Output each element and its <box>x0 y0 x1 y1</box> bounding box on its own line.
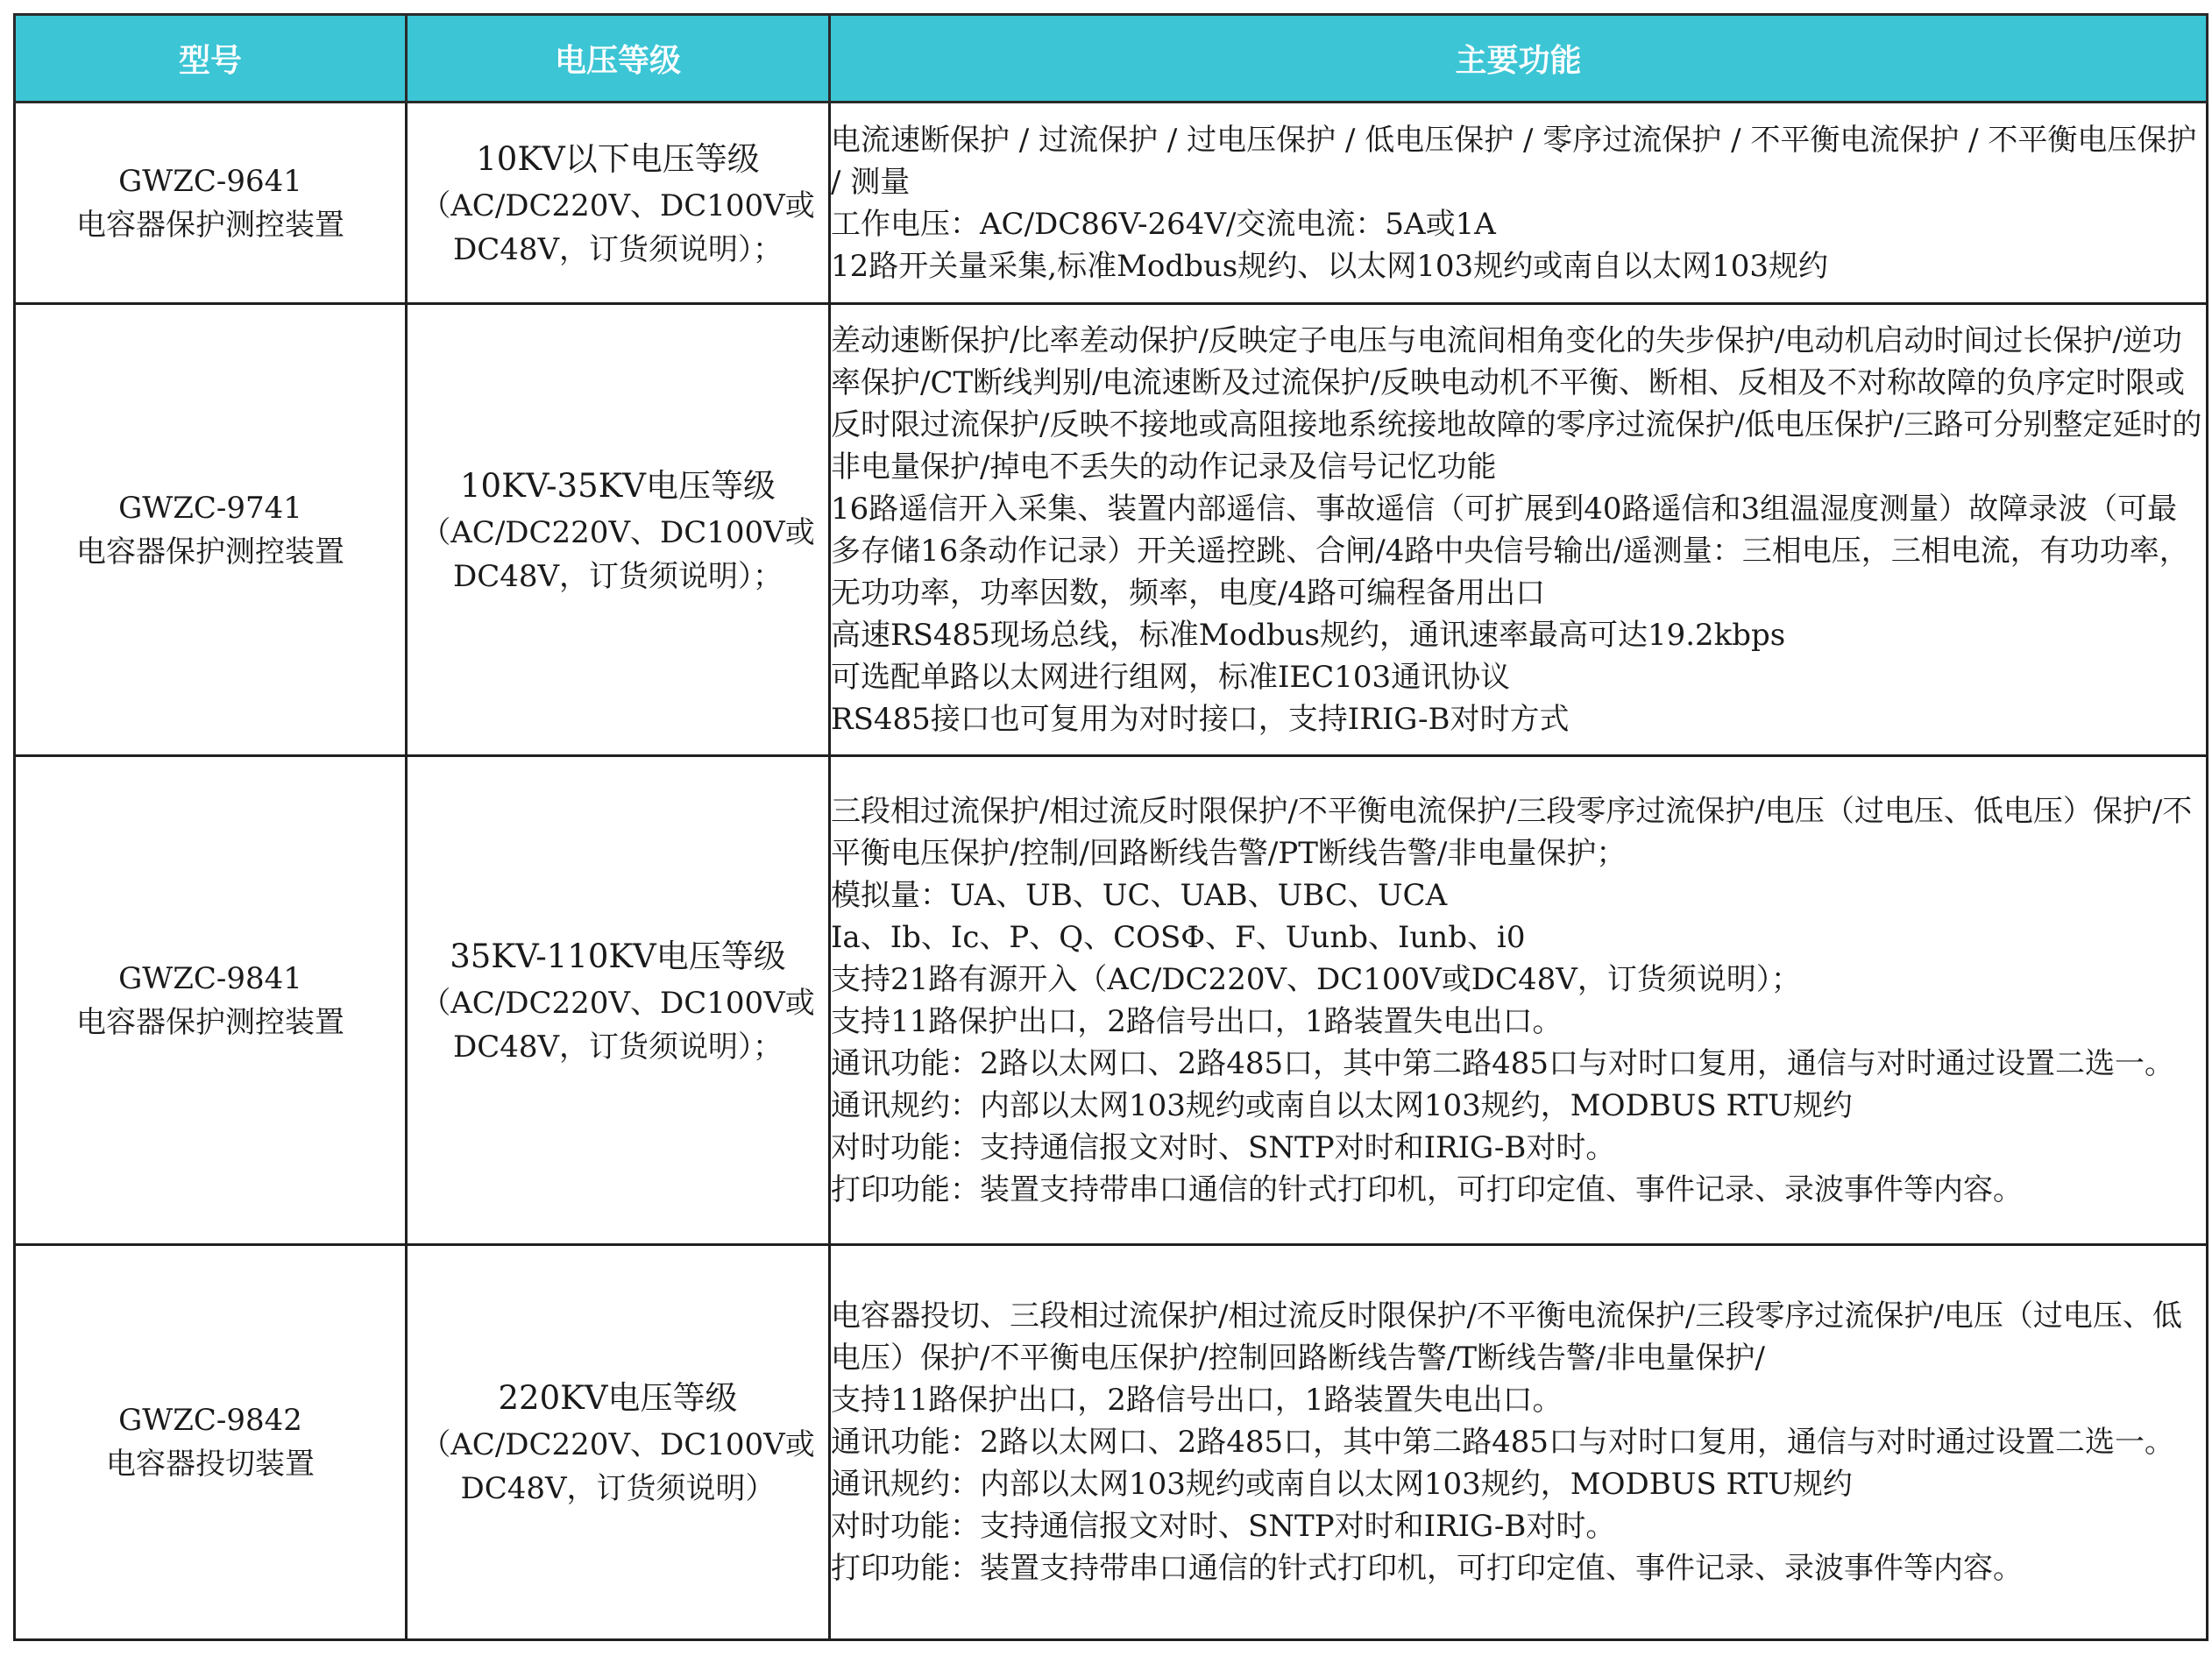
table-row <box>15 103 2208 304</box>
voltage-cell <box>407 756 830 1245</box>
functions-cell <box>830 304 2208 756</box>
function-line: 电流速断保护 / 过流保护 / 过电压保护 / 低电压保护 / 零序过流保护 / 不平衡电流保护 / 不平衡电压保护 / 测量 <box>831 122 2197 200</box>
function-line: 三段相过流保护/相过流反时限保护/不平衡电流保护/三段零序过流保护/电压（过电压、低电压）保护/不平衡电压保护/控制/回路断线告警/PT断线告警/非电量保护； <box>831 793 2193 871</box>
function-line: 支持21路有源开入（AC/DC220V、DC100V或DC48V，订货须说明）； <box>831 961 1801 997</box>
function-line: Ia、Ib、Ic、P、Q、COSΦ、F、Uunb、Iunb、i0 <box>831 919 1526 955</box>
voltage-level: 35KV-110KV电压等级 <box>450 937 786 975</box>
model-cell <box>15 103 407 304</box>
header-model: 型号 <box>15 15 407 103</box>
model-name: 电容器保护测控装置 <box>76 1004 344 1040</box>
model-code: GWZC-9741 <box>118 490 302 526</box>
voltage-level: 220KV电压等级 <box>498 1379 738 1417</box>
model-name: 电容器保护测控装置 <box>76 534 344 570</box>
table-row <box>15 304 2208 756</box>
function-line: 通讯功能：2路以太网口、2路485口，其中第二路485口与对时口复用，通信与对时通过设置二选一。 <box>831 1045 2175 1081</box>
spec-table <box>13 13 2208 1641</box>
model-code: GWZC-9842 <box>118 1403 302 1438</box>
model-code: GWZC-9641 <box>118 163 302 199</box>
voltage-note: （AC/DC220V、DC100V或DC48V，订货须说明）； <box>421 985 815 1065</box>
function-line: 打印功能：装置支持带串口通信的针式打印机，可打印定值、事件记录、录波事件等内容。 <box>831 1551 2023 1586</box>
model-name: 电容器投切装置 <box>106 1447 315 1482</box>
header-functions: 主要功能 <box>830 15 2208 103</box>
function-line: 可选配单路以太网进行组网，标准IEC103通讯协议 <box>831 659 1511 695</box>
header-row <box>15 15 2208 103</box>
function-line: 对时功能：支持通信报文对时、SNTP对时和IRIG-B对时。 <box>831 1129 1616 1165</box>
voltage-note: （AC/DC220V、DC100V或DC48V，订货须说明）； <box>421 188 815 267</box>
function-line: 通讯功能：2路以太网口、2路485口，其中第二路485口与对时口复用，通信与对时通过设置二选一。 <box>831 1425 2175 1460</box>
model-name: 电容器保护测控装置 <box>76 207 344 243</box>
function-line: 差动速断保护/比率差动保护/反映定子电压与电流间相角变化的失步保护/电动机启动时间过长保护/逆功率保护/CT断线判别/电流速断及过流保护/反映电动机不平衡、断相、反相及不对称故障的负序定时限或反时限过流保护/反映不接地或高阻接地系统接地故障的零序过流保护/低电压保护/三路可分别整定延时的非电量保护/掉电不丢失的动作记录及信号记忆功能 <box>831 322 2202 485</box>
function-line: 支持11路保护出口，2路信号出口，1路装置失电出口。 <box>831 1003 1563 1039</box>
voltage-level: 10KV-35KV电压等级 <box>460 466 776 505</box>
function-line: 通讯规约：内部以太网103规约或南自以太网103规约，MODBUS RTU规约 <box>831 1467 1853 1502</box>
function-line: 16路遥信开入采集、装置内部遥信、事故遥信（可扩展到40路遥信和3组温湿度测量）故障录波（可最多存储16条动作记录）开关遥控跳、合闸/4路中央信号输出/遥测量：三相电压，三相电流，有功功率，无功功率，功率因数，频率，电度/4路可编程备用出口 <box>831 491 2189 611</box>
model-cell <box>15 1245 407 1640</box>
functions-cell <box>830 756 2208 1245</box>
function-line: 电容器投切、三段相过流保护/相过流反时限保护/不平衡电流保护/三段零序过流保护/电压（过电压、低电压）保护/不平衡电压保护/控制回路断线告警/T断线告警/非电量保护/ <box>831 1299 2182 1376</box>
model-code: GWZC-9841 <box>118 960 302 996</box>
function-line: 支持11路保护出口，2路信号出口，1路装置失电出口。 <box>831 1383 1563 1418</box>
function-line: 高速RS485现场总线，标准Modbus规约，通讯速率最高可达19.2kbps <box>831 617 1786 653</box>
function-line: 打印功能：装置支持带串口通信的针式打印机，可打印定值、事件记录、录波事件等内容。 <box>831 1171 2023 1207</box>
table-row <box>15 1245 2208 1640</box>
function-line: 对时功能：支持通信报文对时、SNTP对时和IRIG-B对时。 <box>831 1509 1616 1544</box>
functions-cell <box>830 103 2208 304</box>
function-line: 12路开关量采集,标准Modbus规约、以太网103规约或南自以太网103规约 <box>831 248 1829 284</box>
model-cell <box>15 304 407 756</box>
voltage-cell <box>407 304 830 756</box>
table-header <box>15 15 2208 103</box>
header-voltage: 电压等级 <box>407 15 830 103</box>
voltage-level: 10KV以下电压等级 <box>476 139 760 178</box>
voltage-cell <box>407 1245 830 1640</box>
model-cell <box>15 756 407 1245</box>
table-row <box>15 756 2208 1245</box>
table-body <box>15 103 2208 1640</box>
function-line: RS485接口也可复用为对时接口，支持IRIG-B对时方式 <box>831 701 1570 737</box>
voltage-note: （AC/DC220V、DC100V或DC48V，订货须说明） <box>421 1427 815 1506</box>
voltage-note: （AC/DC220V、DC100V或DC48V，订货须说明）； <box>421 514 815 594</box>
voltage-cell <box>407 103 830 304</box>
function-line: 工作电压：AC/DC86V-264V/交流电流：5A或1A <box>831 206 1496 242</box>
function-line: 模拟量：UA、UB、UC、UAB、UBC、UCA <box>831 877 1448 913</box>
function-line: 通讯规约：内部以太网103规约或南自以太网103规约，MODBUS RTU规约 <box>831 1087 1853 1123</box>
functions-cell <box>830 1245 2208 1640</box>
